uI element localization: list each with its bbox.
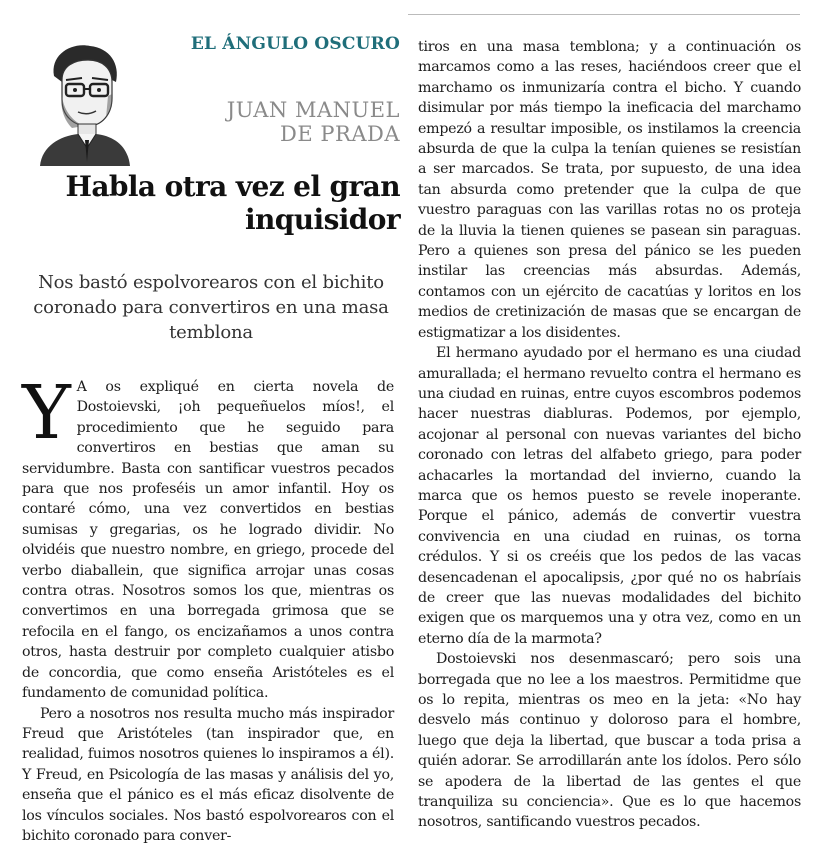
section-label: EL ÁNGULO OSCURO <box>191 34 400 54</box>
article-column-right <box>418 37 801 837</box>
author-name-line2: DE PRADA <box>227 122 400 146</box>
author-name-line1: JUAN MANUEL <box>227 98 400 122</box>
article-paragraph: Pero a nosotros nos resulta mucho más inspirador Freud que Aristóteles (tan inspirador que, en realidad, fuimos nosotros quienes lo inspiramos a él). Y Freud, en Psicología de las masas y análisis del yo, enseña que el pánico es el más eficaz disolvente de los vínculos sociales. Nos bastó espolvorearos con el bichito coronado para conver- <box>22 704 394 846</box>
article-paragraph: El hermano ayudado por el hermano es una ciudad amurallada; el hermano revuelto contra el hermano es una ciudad en ruinas, entre cuyos escombros podemos hacer nuestras diabluras. Podemos, por ejemplo, acojonar al personal con nuevas variantes del bicho coronado con letras del alfabeto griego, para poder achacarles la mortandad del invierno, cuando la marca que os hemos puesto se revele inoperante. Porque el pánico, además de convertir vuestra convivencia en una ciudad en ruinas, os torna crédulos. Y si os creéis que los pedos de las vacas desencadenan el apocalipsis, ¿por qué no os habríais de creer que las nuevas modalidades del bichito exigen que os marquemos una y otra vez, como en un eterno día de la marmota? <box>418 343 801 649</box>
column-header <box>22 22 400 422</box>
headline-line1: Habla otra vez el gran <box>30 170 400 203</box>
article-column-left <box>22 377 394 837</box>
author-portrait-illustration <box>32 36 132 166</box>
top-rule <box>408 14 800 15</box>
dropcap: Y <box>22 383 71 443</box>
author-byline <box>227 98 400 146</box>
headline <box>30 170 400 236</box>
headline-line2: inquisidor <box>30 203 400 236</box>
subtitle: Nos bastó espolvorearos con el bichito coronado para convertiros en una masa temblona <box>22 270 400 345</box>
article-paragraph <box>22 377 394 704</box>
article-paragraph-continued: tiros en una masa temblona; y a continuación os marcamos como a las reses, haciéndoos creer que el marchamo os inmunizaría contra el bicho. Y cuando disimular por más tiempo la ineficacia del marchamo empezó a resultar imposible, os instilamos la creencia absurda de que la culpa la tenían quienes se resistían a ser marcados. Se trata, por supuesto, de una idea tan absurda como pretender que la culpa de que vuestro paraguas con las varillas rotas no os proteja de la lluvia la tienen quienes se pasean sin paraguas. Pero a quienes son presa del pánico se les pueden instilar las creencias más absurdas. Además, contamos con un ejército de cacatúas y loritos en los medios de cretinización de masas que se encargan de estigmatizar a los disidentes. <box>418 37 801 343</box>
article-paragraph: Dostoievski nos desenmascaró; pero sois una borregada que no lee a los maestros. Permitidme que os lo repita, mientras os meo en la jeta: «No hay desvelo más continuo y doloroso para el hombre, luego que deja la libertad, que buscar a toda prisa a quién adorar. Se arrodillarán ante los ídolos. Pero sólo se apodera de la libertad de las gentes el que tranquiliza su conciencia». Que es lo que hacemos nosotros, santificando vuestros pecados. <box>418 649 801 833</box>
paragraph-text: A os expliqué en cierta novela de Dostoievski, ¡oh pequeñuelos míos!, el procedimiento que he seguido para convertiros en bestias que aman su servidumbre. Basta con santificar vuestros pecados para que nos profeséis un amor infantil. Hoy os contaré cómo, una vez convertidos en bestias sumisas y gregarias, os he logrado dividir. No olvidéis que nuestro nombre, en griego, procede del verbo diaballein, que significa arrojar unas cosas contra otras. Nosotros somos los que, mientras os convertimos en una borregada grimosa que se refocila en el fango, os encizañamos a unos contra otros, hasta destruir por completo cualquier atisbo de concordia, que como enseña Aristóteles es el fundamento de comunidad política. <box>22 379 394 701</box>
